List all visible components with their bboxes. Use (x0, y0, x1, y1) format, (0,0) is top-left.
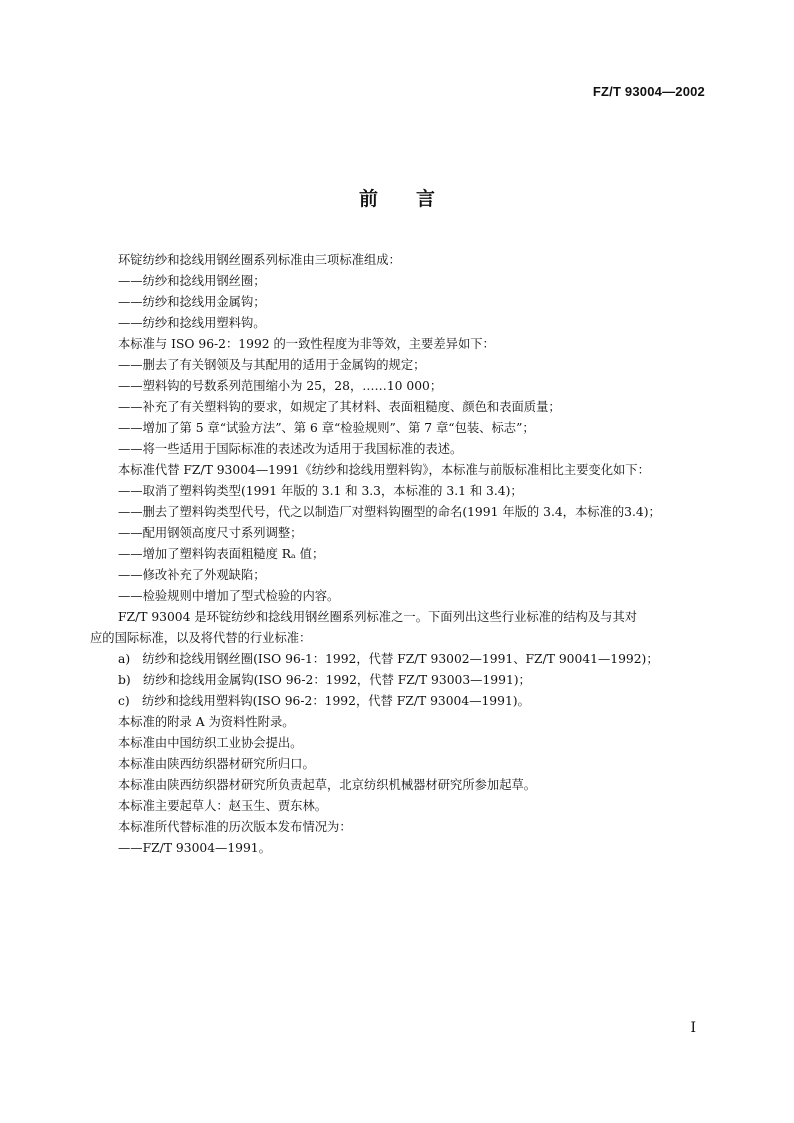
paragraph-line: 本标准与 ISO 96-2：1992 的一致性程度为非等效，主要差异如下： (118, 337, 495, 351)
list-item: ——配用钢领高度尺寸系列调整； (118, 526, 303, 540)
list-item: ——删去了有关钢领及与其配用的适用于金属钩的规定； (118, 358, 426, 372)
list-item: c) 纺纱和捻线用塑料钩(ISO 96-2：1992，代替 FZ/T 93004—1991)。 (118, 694, 530, 708)
list-item: ——增加了第 5 章“试验方法”、第 6 章“检验规则”、第 7 章“包装、标志”； (118, 421, 535, 435)
page-number: I (690, 1020, 696, 1036)
paragraph-line: 本标准所代替标准的历次版本发布情况为： (118, 820, 352, 834)
page-title: 前言 (358, 188, 473, 210)
list-item: ——删去了塑料钩类型代号，代之以制造厂对塑料钩圈型的命名(1991 年版的 3.4，本标准的3.4)； (118, 505, 661, 519)
list-item: ——纺纱和捻线用塑料钩。 (118, 316, 266, 330)
list-item: ——检验规则中增加了型式检验的内容。 (118, 589, 340, 603)
list-item: ——取消了塑料钩类型(1991 年版的 3.1 和 3.3，本标准的 3.1 和 3.4)； (118, 484, 523, 498)
paragraph-line: 本标准代替 FZ/T 93004—1991《纺纱和捻线用塑料钩》，本标准与前版标准相比主要变化如下： (118, 463, 650, 477)
paragraph-line: 本标准由陕西纺织器材研究所负责起草，北京纺织机械器材研究所参加起草。 (118, 778, 537, 792)
paragraph-line: 本标准的附录 A 为资料性附录。 (118, 715, 295, 729)
standard-number: FZ/T 93004—2002 (592, 84, 705, 99)
list-item: b) 纺纱和捻线用金属钩(ISO 96-2：1992，代替 FZ/T 93003—1991)； (118, 673, 531, 687)
list-item: ——塑料钩的号数系列范围缩小为 25，28，……10 000； (118, 379, 443, 393)
list-item: ——补充了有关塑料钩的要求，如规定了其材料、表面粗糙度、颜色和表面质量； (118, 400, 561, 414)
list-item: ——纺纱和捻线用钢丝圈； (118, 274, 266, 288)
list-item: ——修改补充了外观缺陷； (118, 568, 266, 582)
paragraph-line: 本标准由陕西纺织器材研究所归口。 (118, 757, 315, 771)
paragraph-line: 应的国际标准，以及将代替的行业标准： (90, 631, 312, 645)
paragraph-line: FZ/T 93004 是环锭纺纱和捻线用钢丝圈系列标准之一。下面列出这些行业标准的结构及与其对 (118, 610, 638, 624)
list-item: ——将一些适用于国际标准的表述改为适用于我国标准的表述。 (118, 442, 463, 456)
list-item: ——增加了塑料钩表面粗糙度 Rₐ 值； (118, 547, 325, 561)
paragraph-line: 本标准由中国纺织工业协会提出。 (118, 736, 303, 750)
list-item: ——纺纱和捻线用金属钩； (118, 295, 266, 309)
list-item: a) 纺纱和捻线用钢丝圈(ISO 96-1：1992，代替 FZ/T 93002—1991、FZ/T 90041—1992)； (118, 652, 659, 666)
paragraph-line: 本标准主要起草人：赵玉生、贾东林。 (118, 799, 328, 813)
paragraph-line: 环锭纺纱和捻线用钢丝圈系列标准由三项标准组成： (118, 253, 401, 267)
list-item: ——FZ/T 93004—1991。 (118, 841, 271, 855)
